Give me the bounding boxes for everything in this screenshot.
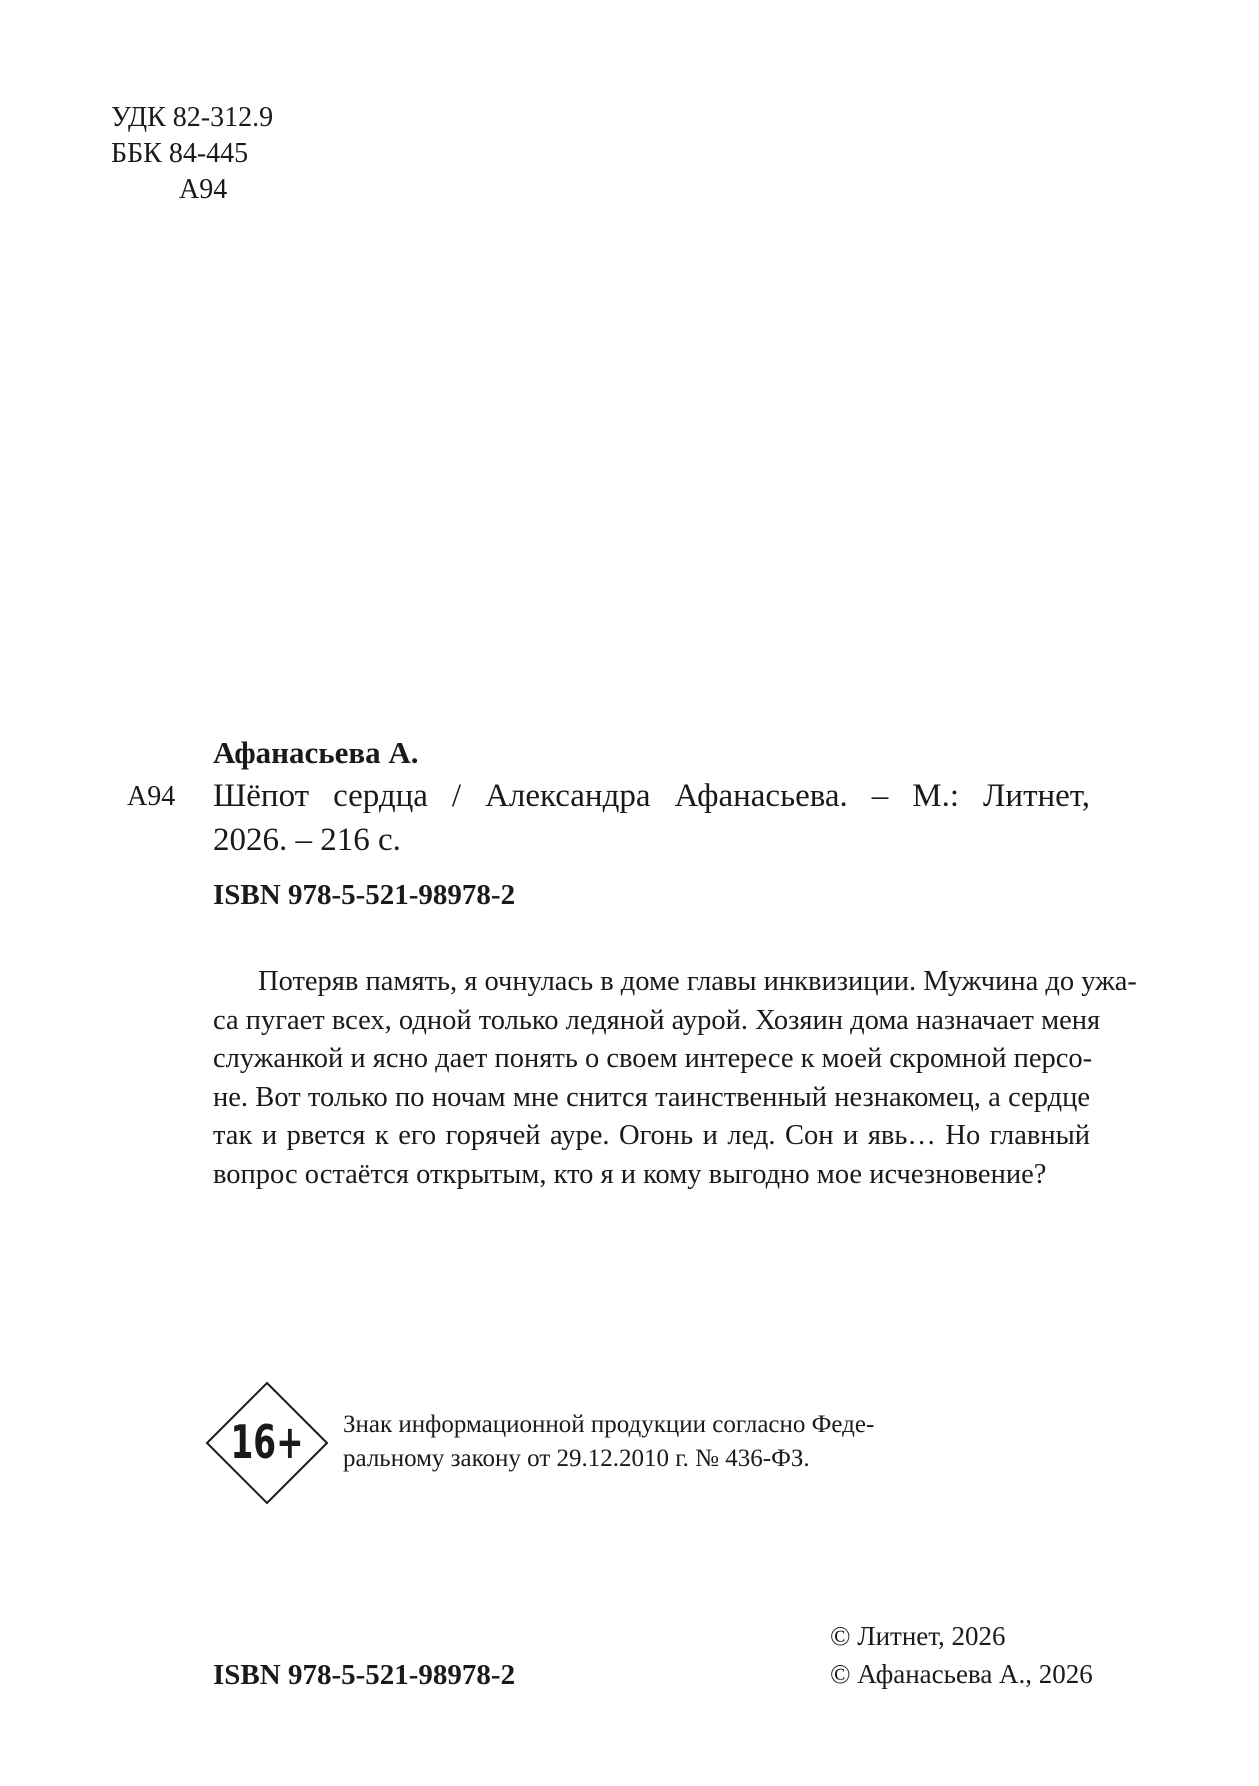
footer-isbn: ISBN 978-5-521-98978-2 (213, 1659, 516, 1691)
copyright-publisher: © Литнет, 2026 (830, 1621, 1006, 1651)
copyright-author: © Афанасьева А., 2026 (830, 1659, 1093, 1689)
annotation (213, 963, 1137, 1195)
annotation-line: так и рвется к его горячей ауре. Огонь и лед. Сон и явь… Но главный (213, 1120, 1090, 1152)
record-side-code: А94 (127, 781, 176, 812)
title-line-2: 2026. – 216 с. (213, 822, 401, 858)
annotation-line: служанкой и ясно дает понять о своем интересе к моей скромной персо- (213, 1043, 1093, 1075)
isbn: ISBN 978-5-521-98978-2 (213, 879, 516, 911)
age-rating-badge (205, 1381, 329, 1505)
author-sign-code: А94 (179, 174, 228, 205)
udk-code: УДК 82-312.9 (111, 102, 274, 133)
annotation-line: вопрос остаётся открытым, кто я и кому выгодно мое исчезновение? (213, 1158, 1047, 1190)
notice-line-2: ральному закону от 29.12.2010 г. № 436-ФЗ. (343, 1445, 810, 1472)
annotation-line: са пугает всех, одной только ледяной аурой. Хозяин дома назначает меня (213, 1004, 1101, 1036)
bbk-code: ББК 84-445 (111, 138, 249, 169)
notice-line-1: Знак информационной продукции согласно Феде- (343, 1411, 875, 1438)
title-line-1: Шёпот сердца / Александра Афанасьева. – М.: Литнет, (213, 778, 1090, 814)
annotation-line: Потеряв память, я очнулась в доме главы инквизиции. Мужчина до ужа- (258, 966, 1137, 997)
age-rating-notice (343, 1408, 874, 1476)
author-name: Афанасьева А. (213, 735, 419, 770)
age-rating-label: 16+ (230, 1416, 304, 1470)
annotation-line: не. Вот только по ночам мне снится таинственный незнакомец, а сердце (213, 1081, 1090, 1113)
